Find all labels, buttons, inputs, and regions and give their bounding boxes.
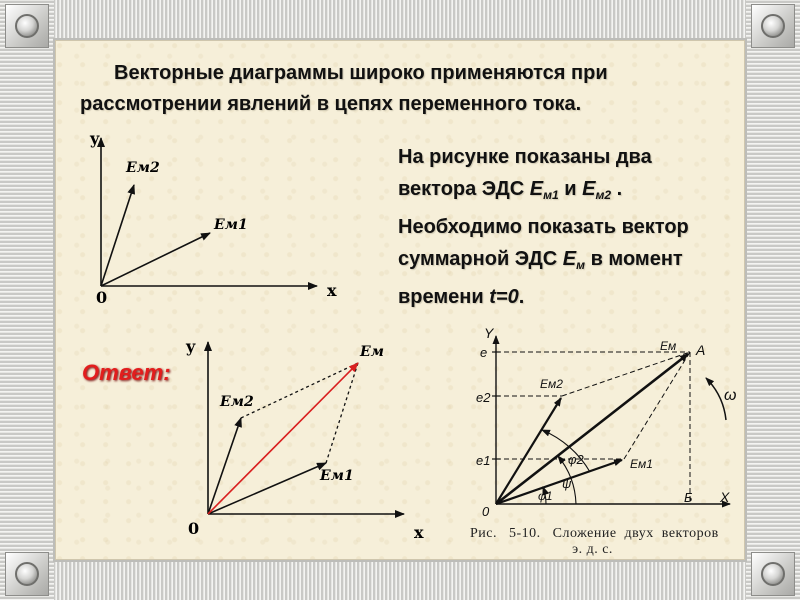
em-label: Eм — [360, 344, 384, 360]
em2-label: Eм2 — [126, 160, 160, 176]
psi-label: ψ — [562, 476, 572, 491]
origin-label: 0 — [188, 519, 200, 538]
point-b-label: Б — [684, 490, 693, 505]
em1-label: Eм1 — [630, 457, 653, 471]
title-line-2: рассмотрении явлений в цепях переменного тока. — [80, 93, 582, 115]
em2-label: Eм2 — [220, 394, 254, 410]
origin-label: 0 — [482, 504, 490, 519]
vector-diagram-given — [80, 128, 360, 318]
vector-em — [496, 354, 688, 504]
tick-e-label: e — [480, 345, 488, 360]
tick-e1-label: e1 — [476, 453, 491, 468]
corner-rivet-top-left — [5, 4, 49, 48]
desc-line-3: Необходимо показать вектор — [398, 216, 689, 238]
figure-caption — [470, 526, 745, 558]
x-axis-label: x — [327, 281, 337, 300]
frame-left-rail — [0, 0, 54, 600]
corner-rivet-bottom-left — [5, 552, 49, 596]
vector-em2 — [101, 185, 134, 286]
em1-label: Eм1 — [320, 468, 354, 484]
caption-line-1: Рис. 5-10. Сложение двух векторов — [470, 526, 719, 541]
em-label: Eм — [660, 339, 677, 353]
task-description — [398, 141, 738, 313]
frame-right-rail — [746, 0, 800, 600]
vector-diagram-answer — [180, 330, 440, 545]
y-axis-label: y — [186, 337, 196, 356]
point-a-label: A — [696, 342, 706, 358]
caption-line-2: э. д. с. — [572, 542, 613, 557]
em2-label: Eм2 — [540, 377, 563, 391]
omega-arrow — [706, 378, 726, 420]
dashed-from-em2 — [241, 363, 358, 418]
vector-em2 — [208, 418, 241, 514]
corner-rivet-bottom-right — [751, 552, 795, 596]
desc-line-1: На рисунке показаны два — [398, 146, 652, 168]
textbook-figure — [458, 322, 748, 522]
tick-e2-label: e2 — [476, 390, 491, 405]
vector-em1 — [208, 463, 326, 514]
desc-line-4: суммарной ЭДС $E_м$ в момент — [398, 248, 683, 272]
phi1-label: φ1 — [538, 489, 553, 503]
corner-rivet-top-right — [751, 4, 795, 48]
omega-label: ω — [724, 387, 737, 404]
answer-label: Ответ: — [82, 360, 171, 385]
title-line-1: Векторные диаграммы широко применяются при — [114, 62, 608, 84]
y-axis-label: Y — [484, 325, 494, 341]
vector-em1 — [496, 460, 622, 504]
phi2-label: φ2 — [568, 452, 584, 467]
x-axis-label: x — [414, 523, 424, 542]
desc-line-5: времени t=0. — [398, 286, 525, 308]
dash-parallelogram-1 — [562, 352, 690, 396]
vector-em1 — [101, 233, 210, 286]
dash-parallelogram-2 — [624, 352, 690, 459]
origin-label: 0 — [96, 288, 108, 307]
em1-label: Eм1 — [214, 217, 248, 233]
desc-line-2: вектора ЭДС $E_{м1}$ и $E_{м2}$ . — [398, 178, 623, 202]
slide-title — [80, 58, 680, 120]
x-axis-label: X — [720, 489, 730, 505]
vector-em-resultant — [208, 363, 358, 514]
y-axis-label: y — [90, 129, 100, 148]
